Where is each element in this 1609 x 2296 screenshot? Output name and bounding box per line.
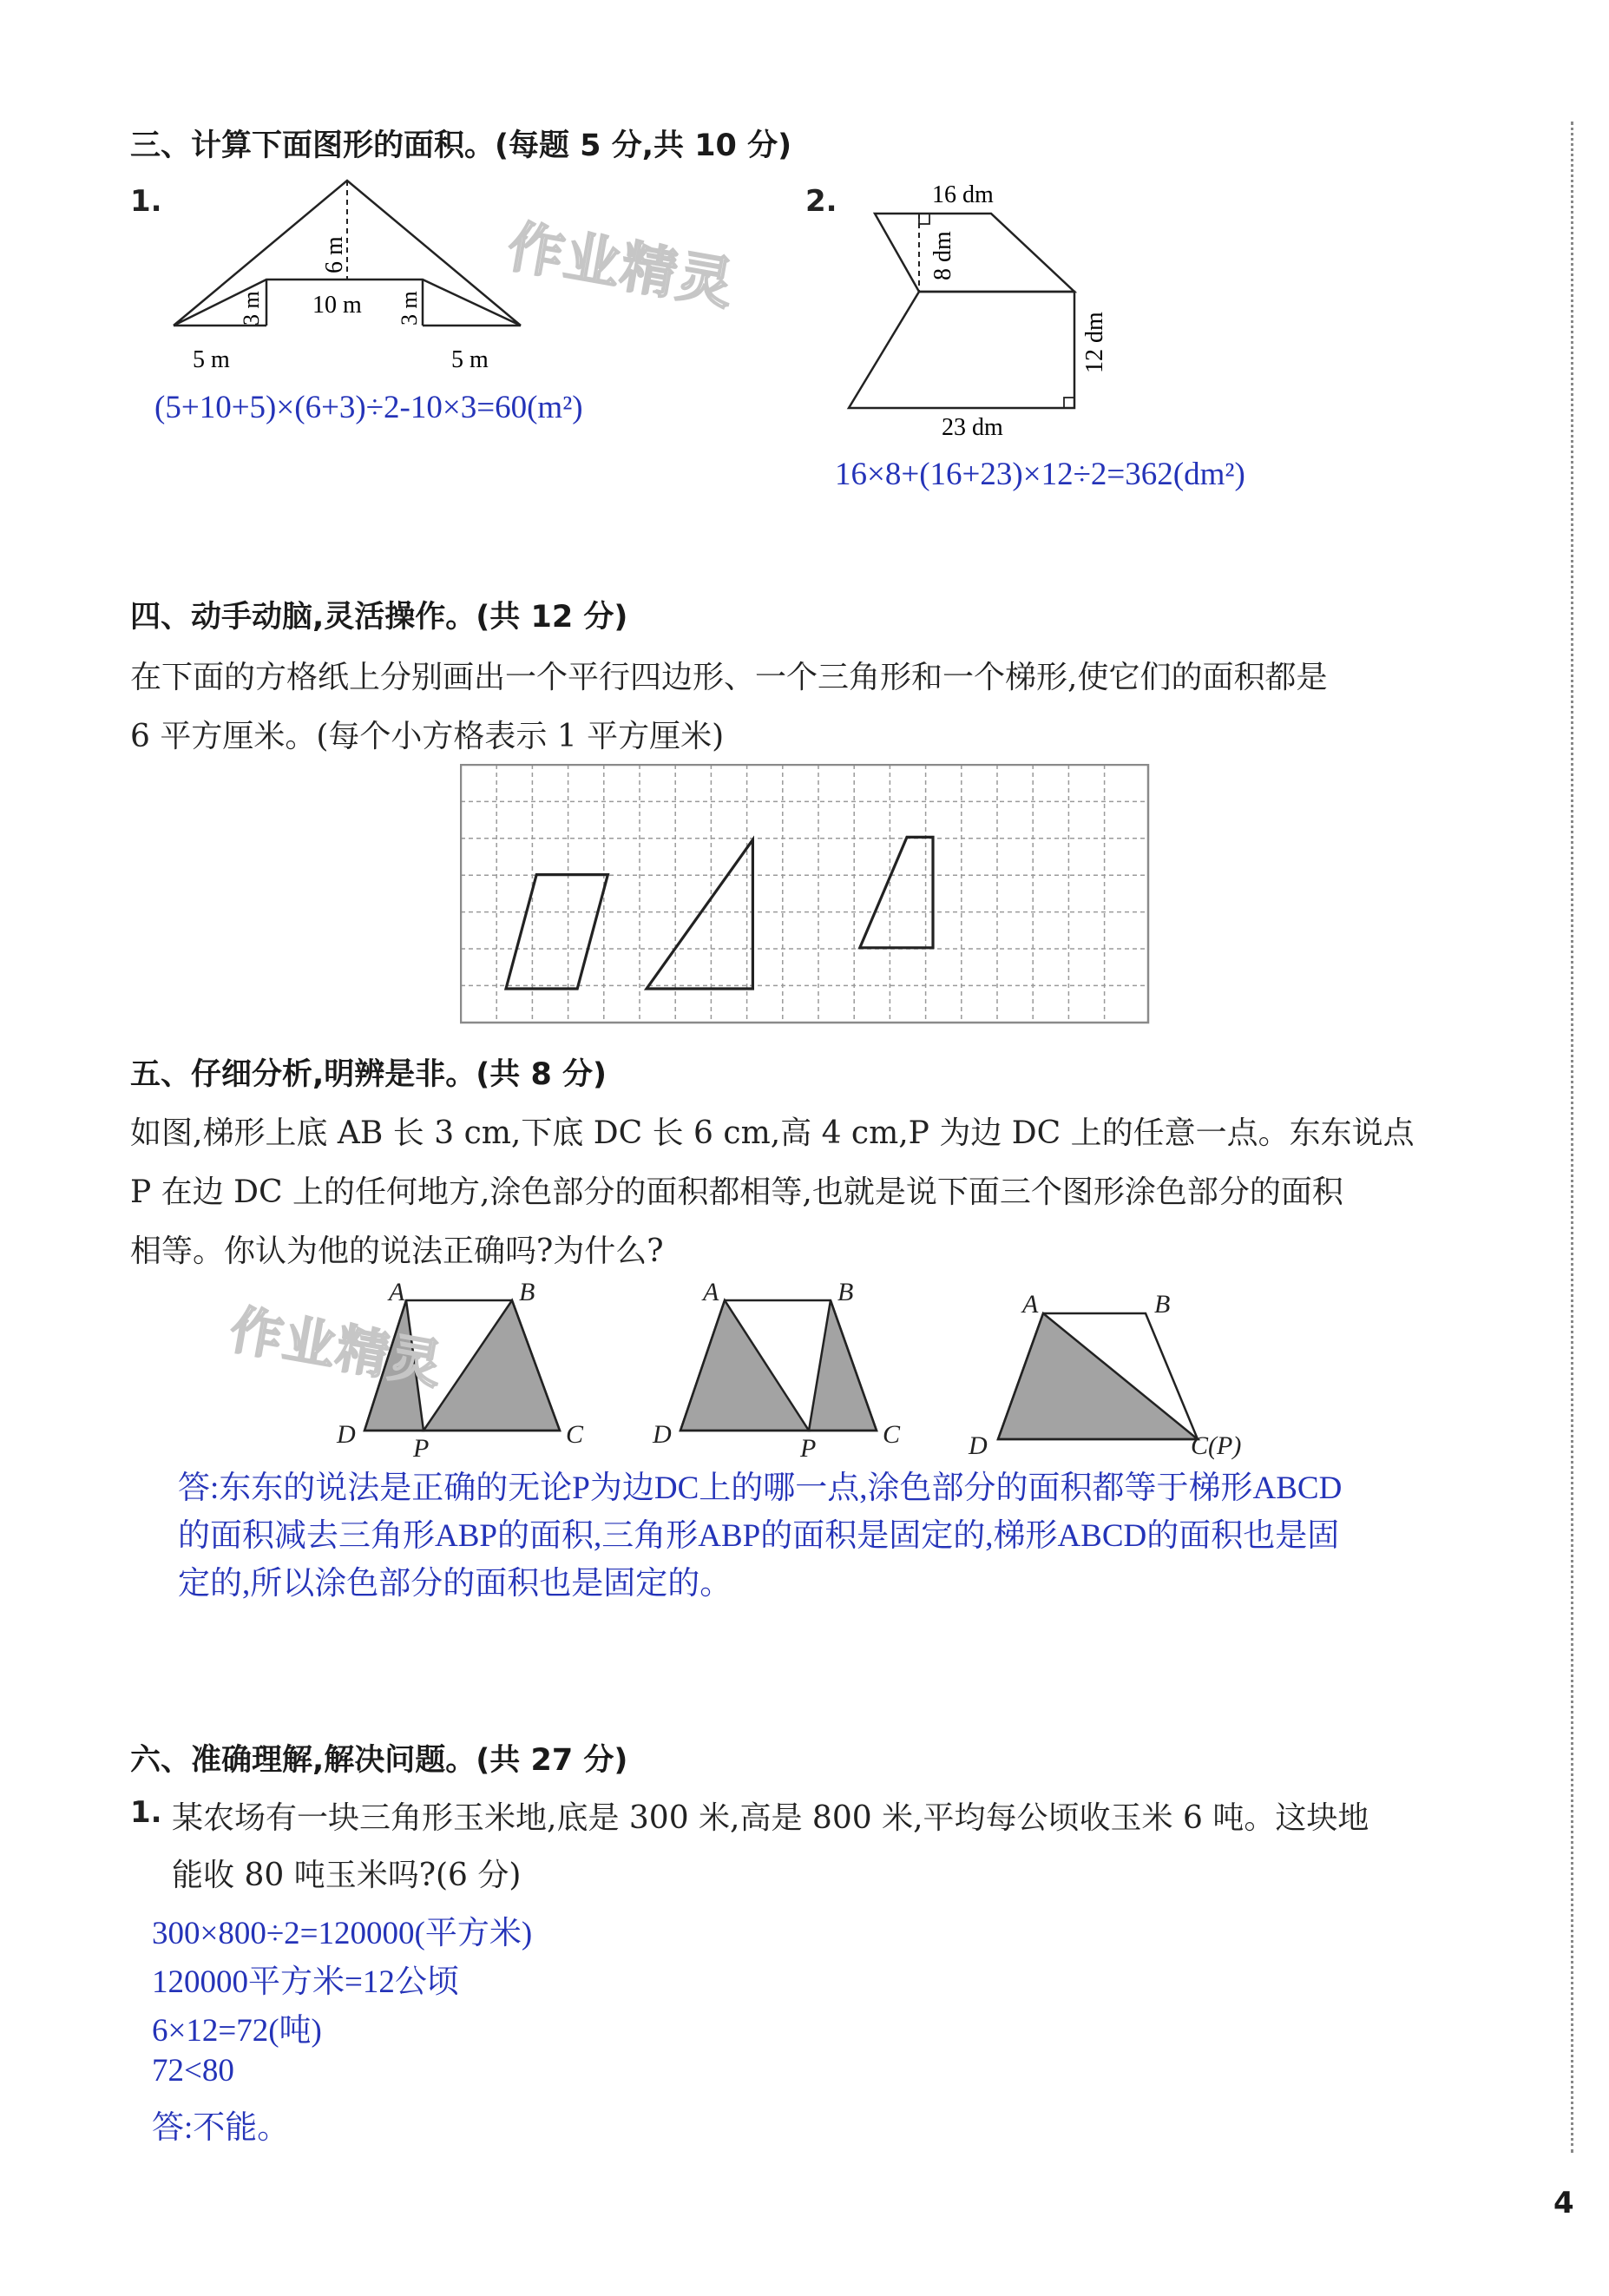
label-B-2: B (837, 1278, 854, 1306)
label-B-1: B (519, 1278, 535, 1306)
q1-number: 1. (130, 184, 162, 219)
drawn-parallelogram (506, 875, 607, 989)
label-right-5m: 5 m (451, 346, 489, 373)
s6-answer-5: 答:不能。 (152, 2110, 290, 2146)
section4-text-line1: 在下面的方格纸上分别画出一个平行四边形、一个三角形和一个梯形,使它们的面积都是 (130, 660, 1328, 695)
section3-heading: 三、计算下面图形的面积。(每题 5 分,共 10 分) (130, 128, 792, 163)
label-A-1: A (389, 1278, 405, 1306)
figure-2-parallelogram (875, 214, 1074, 292)
figure-2-composite-shape (842, 172, 1128, 450)
s6-answer-1: 300×800÷2=120000(平方米) (152, 1916, 533, 1951)
watermark-1: 作业精灵 (502, 214, 740, 319)
q2-answer: 16×8+(16+23)×12÷2=362(dm²) (835, 457, 1245, 492)
grid-paper (460, 764, 1156, 1026)
s6-answer-2: 120000平方米=12公顷 (152, 1964, 459, 2000)
section5-answer-line1: 答:东东的说法是正确的无论P为边DC上的哪一点,涂色部分的面积都等于梯形ABCD (178, 1470, 1343, 1506)
label-C-2: C (883, 1420, 901, 1449)
grid-lines (461, 765, 1148, 1023)
label-P-1: P (413, 1434, 430, 1463)
page-number: 4 (1553, 2186, 1574, 2220)
s6-answer-4: 72<80 (152, 2053, 234, 2089)
section5-text-line3: 相等。你认为他的说法正确吗?为什么? (130, 1234, 664, 1269)
label-D-2: D (653, 1420, 672, 1449)
shade-left-2 (680, 1300, 809, 1431)
s6-answer-3: 6×12=72(吨) (152, 2013, 322, 2049)
label-6m: 6 m (321, 236, 348, 273)
label-16dm: 16 dm (932, 181, 994, 208)
label-left-3m: 3 m (239, 291, 264, 326)
label-A-2: A (703, 1278, 719, 1306)
trapezoid-figure-2 (652, 1278, 901, 1463)
s6-q1-number: 1. (130, 1795, 162, 1830)
label-C-1: C (566, 1420, 584, 1449)
label-12dm: 12 dm (1081, 312, 1108, 373)
grid-border (461, 765, 1148, 1023)
shade-3 (998, 1313, 1198, 1439)
shade-right-2 (809, 1300, 877, 1431)
section5-answer-line2: 的面积减去三角形ABP的面积,三角形ABP的面积是固定的,梯形ABCD的面积也是固 (178, 1518, 1340, 1554)
label-A-3: A (1022, 1290, 1039, 1319)
section5-text-line2: P 在边 DC 上的任何地方,涂色部分的面积都相等,也就是说下面三个图形涂色部分的面积 (130, 1174, 1343, 1210)
section4-text-line2: 6 平方厘米。(每个小方格表示 1 平方厘米) (130, 719, 725, 754)
section5-heading: 五、仔细分析,明辨是非。(共 8 分) (130, 1057, 607, 1092)
label-left-5m: 5 m (193, 346, 230, 373)
label-10m: 10 m (312, 292, 362, 319)
right-angle-mark-top (919, 214, 929, 224)
label-D-1: D (337, 1420, 356, 1449)
figure-1-compound-shape (165, 169, 547, 382)
trapezoid-figure-3 (968, 1290, 1241, 1460)
trapezoid-figures (330, 1276, 1527, 1463)
label-D-3: D (969, 1431, 988, 1460)
drawn-trapezoid (860, 837, 933, 947)
label-right-3m: 3 m (397, 291, 422, 326)
label-8dm: 8 dm (929, 231, 956, 280)
label-CP-3: C(P) (1191, 1431, 1242, 1460)
section5-answer-line3: 定的,所以涂色部分的面积也是固定的。 (178, 1566, 732, 1602)
section6-heading: 六、准确理解,解决问题。(共 27 分) (130, 1743, 628, 1778)
s6-q1-text-line1: 某农场有一块三角形玉米地,底是 300 米,高是 800 米,平均每公顷收玉米 6 吨。这块地 (172, 1800, 1369, 1836)
s6-q1-text-line2: 能收 80 吨玉米吗?(6 分) (172, 1858, 522, 1893)
section4-heading: 四、动手动脑,灵活操作。(共 12 分) (130, 600, 628, 635)
drawn-triangle (647, 839, 752, 989)
figure-2-trapezoid (849, 292, 1074, 408)
right-angle-mark-bottom (1064, 398, 1074, 408)
shade-right-1 (424, 1300, 560, 1431)
label-23dm: 23 dm (942, 414, 1003, 441)
section5-text-line1: 如图,梯形上底 AB 长 3 cm,下底 DC 长 6 cm,高 4 cm,P 为边 DC 上的任意一点。东东说点 (130, 1115, 1415, 1151)
margin-cut-line (1571, 122, 1573, 2153)
label-B-3: B (1154, 1290, 1171, 1319)
watermark-2: 作业精灵 (225, 1299, 449, 1397)
q2-number: 2. (805, 184, 837, 219)
label-P-2: P (800, 1434, 817, 1463)
q1-answer: (5+10+5)×(6+3)÷2-10×3=60(m²) (154, 390, 583, 425)
